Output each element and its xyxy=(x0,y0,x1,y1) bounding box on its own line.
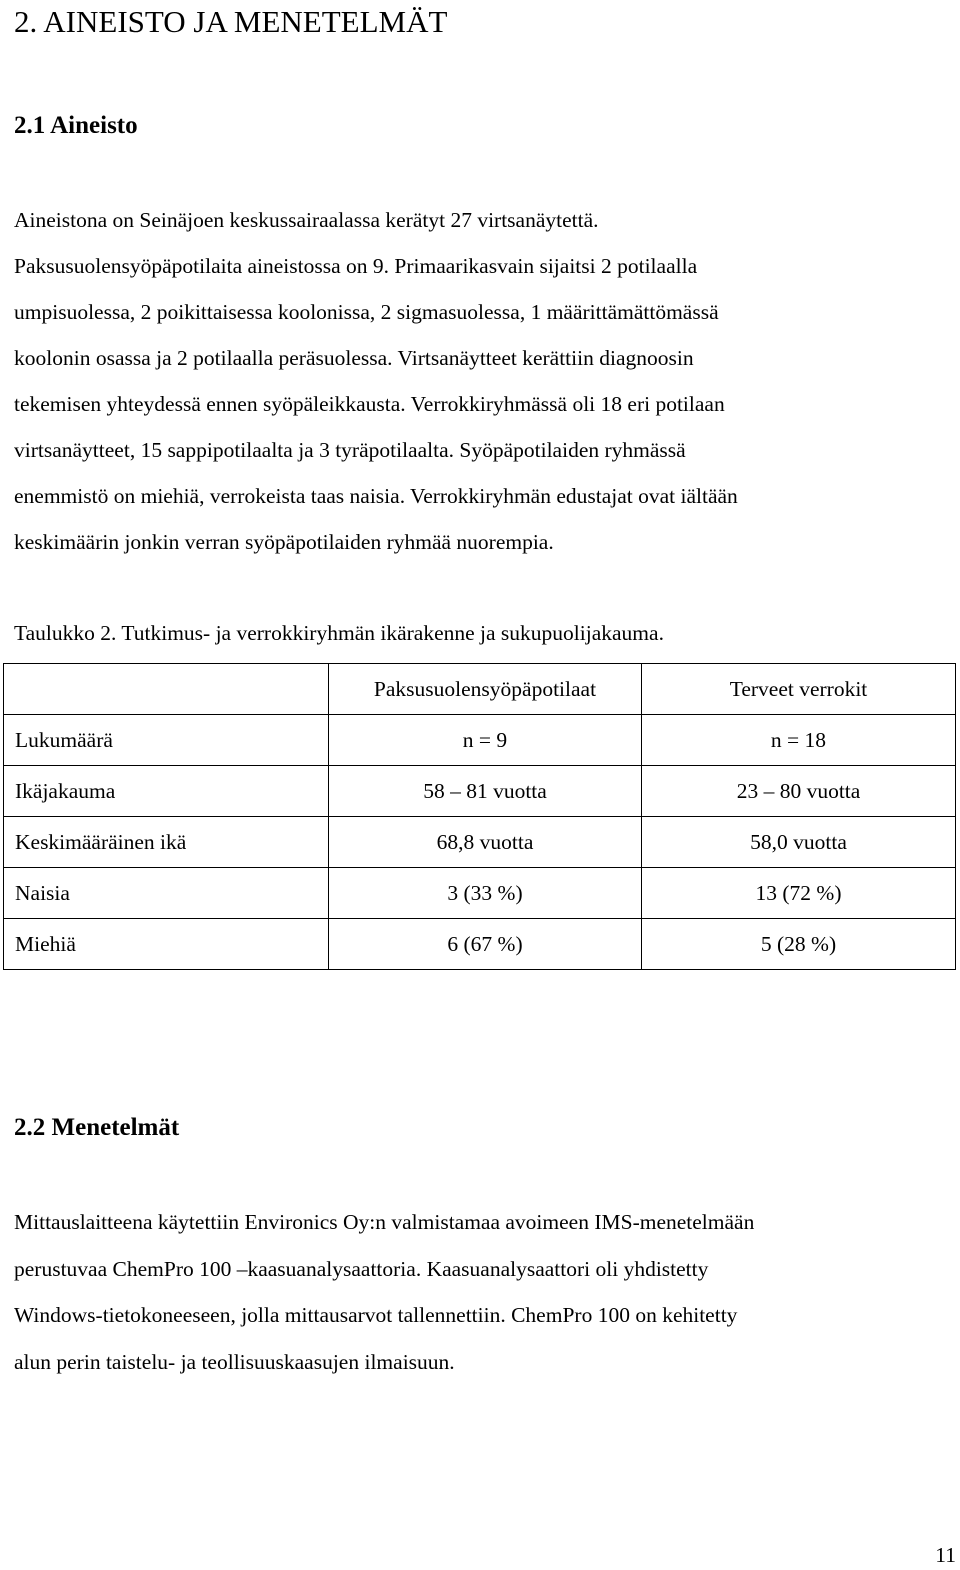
row-label: Keskimääräinen ikä xyxy=(4,817,329,868)
table-row xyxy=(4,715,956,766)
table-cell: 58,0 vuotta xyxy=(642,817,956,868)
table-cell: 3 (33 %) xyxy=(329,868,642,919)
table-row xyxy=(4,817,956,868)
paragraph-line: keskimäärin jonkin verran syöpäpotilaiden ryhmää nuorempia. xyxy=(14,530,554,554)
paragraph-line: perustuvaa ChemPro 100 –kaasuanalysaattoria. Kaasuanalysaattori oli yhdistetty xyxy=(14,1256,709,1281)
paragraph-line: Aineistona on Seinäjoen keskussairaalassa kerätyt 27 virtsanäytettä. xyxy=(14,208,599,232)
table-header-cell: Paksusuolensyöpäpotilaat xyxy=(329,664,642,715)
paragraph-line: umpisuolessa, 2 poikittaisessa koolonissa, 2 sigmasuolessa, 1 määrittämättömässä xyxy=(14,300,719,324)
chapter-heading: 2. AINEISTO JA MENETELMÄT xyxy=(14,4,448,39)
paragraph-aineisto xyxy=(14,197,738,565)
row-label: Lukumäärä xyxy=(4,715,329,766)
paragraph-line: virtsanäytteet, 15 sappipotilaalta ja 3 tyräpotilaalta. Syöpäpotilaiden ryhmässä xyxy=(14,438,686,462)
table-row xyxy=(4,919,956,970)
table-cell: n = 18 xyxy=(642,715,956,766)
paragraph-line: enemmistö on miehiä, verrokeista taas naisia. Verrokkiryhmän edustajat ovat iältään xyxy=(14,484,738,508)
paragraph-line: Mittauslaitteena käytettiin Environics Oy:n valmistamaa avoimeen IMS-menetelmään xyxy=(14,1210,755,1234)
table-cell: 68,8 vuotta xyxy=(329,817,642,868)
section-heading-aineisto: 2.1 Aineisto xyxy=(14,112,138,139)
table-header-cell xyxy=(4,664,329,715)
row-label: Ikäjakauma xyxy=(4,766,329,817)
table-caption: Taulukko 2. Tutkimus- ja verrokkiryhmän ikärakenne ja sukupuolijakauma. xyxy=(14,621,664,645)
table-header-cell: Terveet verrokit xyxy=(642,664,956,715)
section-heading-menetelmat: 2.2 Menetelmät xyxy=(14,1114,180,1141)
table-cell: 23 – 80 vuotta xyxy=(642,766,956,817)
paragraph-line: Paksusuolensyöpäpotilaita aineistossa on 9. Primaarikasvain sijaitsi 2 potilaalla xyxy=(14,254,698,278)
table-header-row xyxy=(4,664,956,715)
page-number: 11 xyxy=(935,1543,956,1567)
row-label: Miehiä xyxy=(4,919,329,970)
paragraph-line: Windows-tietokoneeseen, jolla mittausarvot tallennettiin. ChemPro 100 on kehitetty xyxy=(14,1303,738,1327)
row-label: Naisia xyxy=(4,868,329,919)
table-cell: 13 (72 %) xyxy=(642,868,956,919)
table-cell: 58 – 81 vuotta xyxy=(329,766,642,817)
paragraph-line: koolonin osassa ja 2 potilaalla peräsuolessa. Virtsanäytteet kerättiin diagnoosin xyxy=(14,346,694,370)
table-row xyxy=(4,868,956,919)
paragraph-line: tekemisen yhteydessä ennen syöpäleikkausta. Verrokkiryhmässä oli 18 eri potilaan xyxy=(14,392,725,416)
table-cell: 5 (28 %) xyxy=(642,919,956,970)
table-cell: n = 9 xyxy=(329,715,642,766)
paragraph-menetelmat xyxy=(14,1199,754,1385)
table-row xyxy=(4,766,956,817)
table-cell: 6 (67 %) xyxy=(329,919,642,970)
paragraph-line: alun perin taistelu- ja teollisuuskaasujen ilmaisuun. xyxy=(14,1349,455,1374)
demographics-table xyxy=(3,663,956,970)
